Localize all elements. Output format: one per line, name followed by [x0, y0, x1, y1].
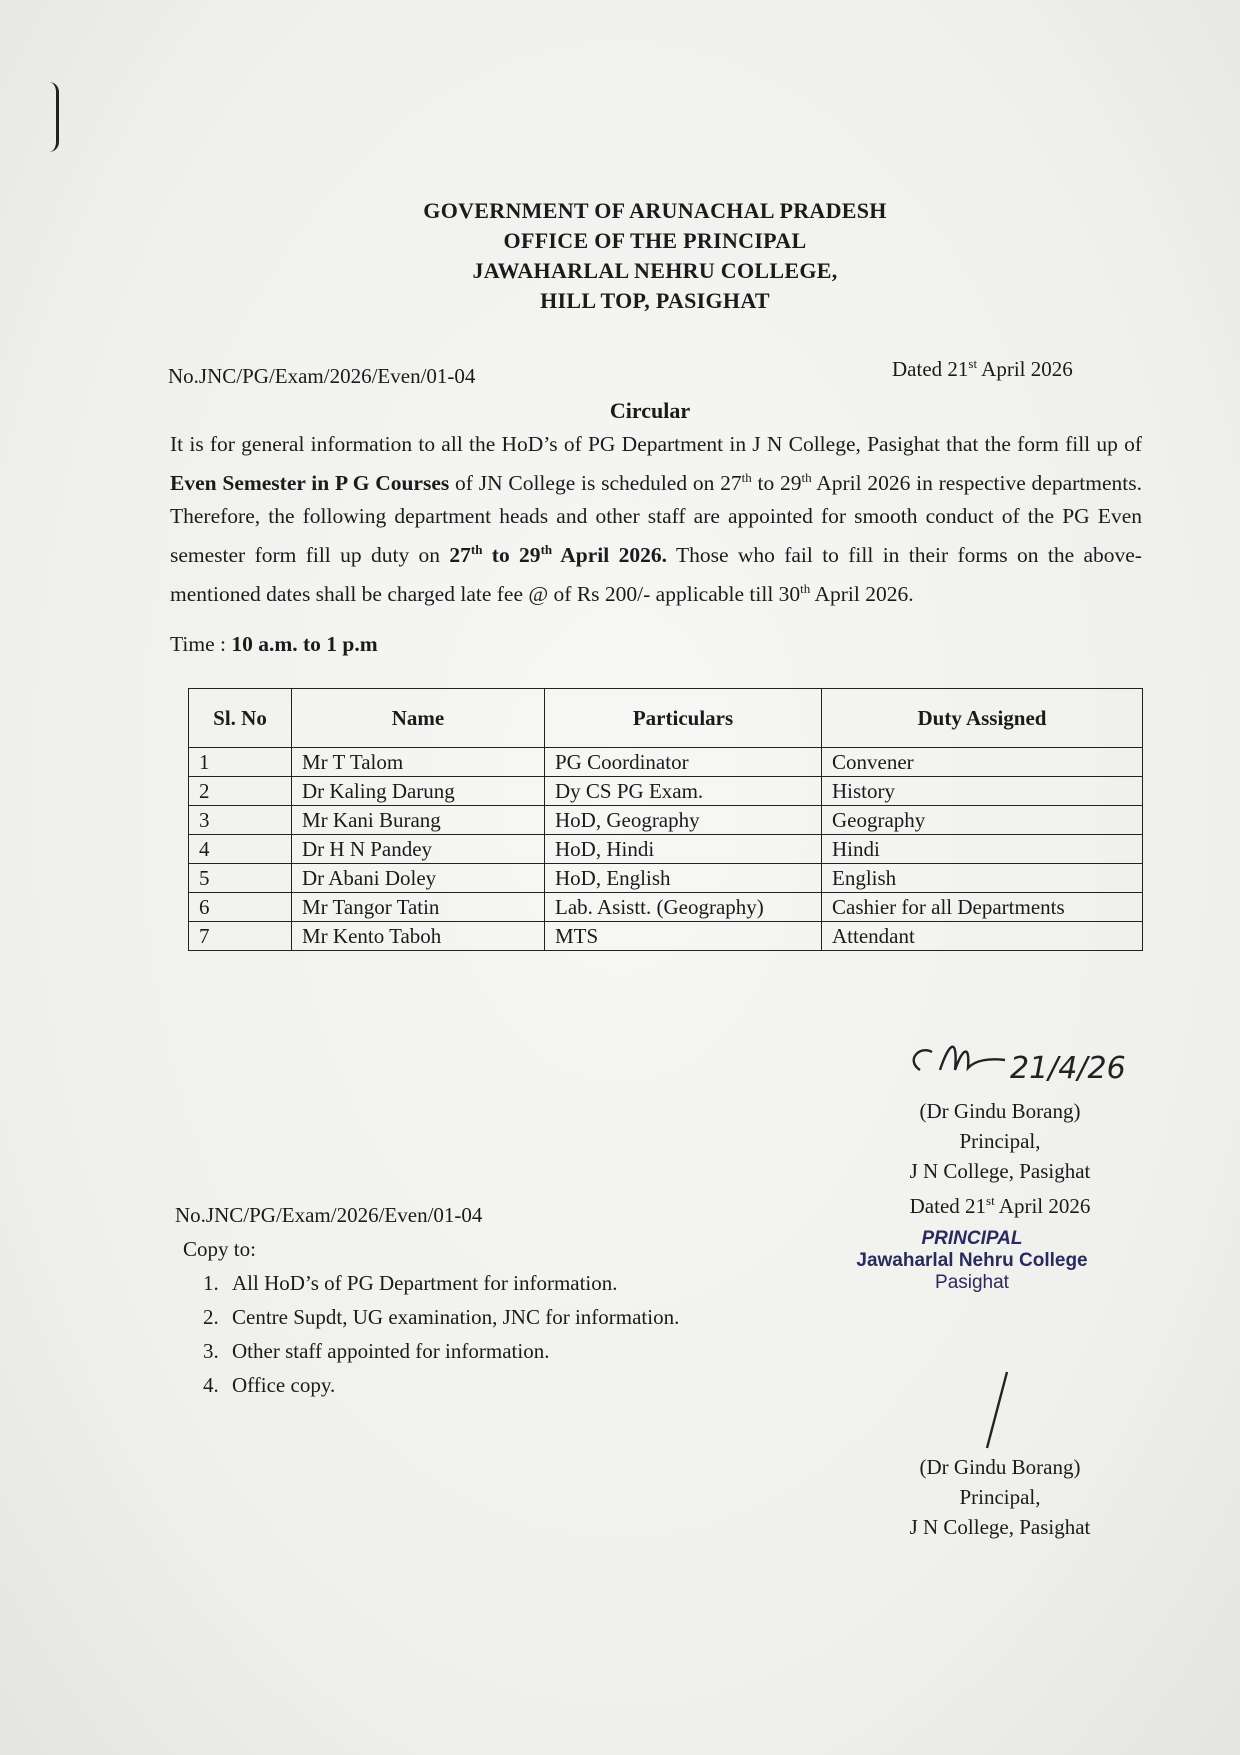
- copy-reference-number: No.JNC/PG/Exam/2026/Even/01-04: [175, 1203, 483, 1227]
- signatory-title: Principal,: [959, 1129, 1041, 1153]
- date-suffix-sup: st: [968, 356, 978, 371]
- list-item: 4. Office copy.: [224, 1368, 679, 1402]
- body-text-5: Those who fail to fill in their forms on the above-mentioned dates shall be charged late fee @ of Rs 200/- applicable till 30: [170, 543, 1142, 607]
- copy-to-label: Copy to:: [183, 1237, 256, 1261]
- signatory-date: [840, 1186, 1160, 1221]
- cell-particulars: HoD, Hindi: [545, 835, 822, 864]
- time-label: Time :: [170, 632, 232, 656]
- table-row: [189, 777, 1143, 806]
- body-text-6: April 2026.: [810, 582, 914, 607]
- sig-date-sup: st: [986, 1193, 995, 1208]
- header-particulars: Particulars: [545, 689, 822, 748]
- cell-name: Mr Tangor Tatin: [292, 893, 545, 922]
- time-value: 10 a.m. to 1 p.m: [231, 632, 378, 656]
- signatory-org: J N College, Pasighat: [909, 1515, 1091, 1539]
- cell-particulars: Dy CS PG Exam.: [545, 777, 822, 806]
- signatory-name: (Dr Gindu Borang): [919, 1099, 1081, 1123]
- cell-particulars: MTS: [545, 922, 822, 951]
- cell-particulars: HoD, Geography: [545, 806, 822, 835]
- time-line: [170, 632, 378, 657]
- bold-date-a: 27: [449, 543, 471, 568]
- handwritten-signature: [900, 1030, 1140, 1090]
- cell-particulars: HoD, English: [545, 864, 822, 893]
- cell-duty: Hindi: [822, 835, 1143, 864]
- cell-sl-no: 7: [189, 922, 292, 951]
- cell-name: Dr H N Pandey: [292, 835, 545, 864]
- cell-duty: Convener: [822, 748, 1143, 777]
- cell-particulars: PG Coordinator: [545, 748, 822, 777]
- cell-sl-no: 1: [189, 748, 292, 777]
- sig-date-prefix: Dated 21: [909, 1194, 987, 1218]
- letterhead: [0, 196, 1240, 316]
- cell-name: Mr Kento Taboh: [292, 922, 545, 951]
- signatory-title: Principal,: [959, 1485, 1041, 1509]
- edge-mark: [48, 82, 59, 152]
- body-text-2: of JN College is scheduled on 27: [449, 471, 742, 496]
- header-duty-assigned: Duty Assigned: [822, 689, 1143, 748]
- official-stamp: [842, 1228, 1102, 1294]
- table-row: [189, 835, 1143, 864]
- header-sl-no: Sl. No: [189, 689, 292, 748]
- copy-to-section: [175, 1198, 680, 1402]
- cell-duty: Cashier for all Departments: [822, 893, 1143, 922]
- cell-name: Mr T Talom: [292, 748, 545, 777]
- sup-4: th: [540, 542, 553, 558]
- duty-table: [188, 688, 1143, 951]
- cell-duty: History: [822, 777, 1143, 806]
- body-text-1: It is for general information to all the HoD’s of PG Department in J N College, Pasighat that the form fill up of: [170, 432, 1142, 456]
- list-item: 1. All HoD’s of PG Department for information.: [224, 1266, 679, 1300]
- sup-5: th: [800, 581, 811, 597]
- list-item: 2. Centre Supdt, UG examination, JNC for information.: [224, 1300, 679, 1334]
- table-row: [189, 748, 1143, 777]
- sup-1: th: [741, 470, 752, 485]
- stamp-line-1: PRINCIPAL: [921, 1228, 1023, 1249]
- body-text-4: April 2026 in respective departments. Therefore, the following department heads and other staff are appointed for smooth conduct of the PG Even semester form fill up duty on: [170, 471, 1142, 568]
- bold-date-b: to 29: [482, 543, 541, 568]
- header-name: Name: [292, 689, 545, 748]
- letterhead-line-2: OFFICE OF THE PRINCIPAL: [503, 228, 807, 253]
- signatory-org: J N College, Pasighat: [909, 1159, 1091, 1183]
- bold-date-c: April 2026.: [552, 543, 667, 568]
- cell-sl-no: 5: [189, 864, 292, 893]
- cell-duty: Geography: [822, 806, 1143, 835]
- circular-title: Circular: [609, 398, 691, 423]
- signatory-name: (Dr Gindu Borang): [919, 1455, 1081, 1479]
- sup-2: th: [801, 470, 812, 485]
- cell-sl-no: 3: [189, 806, 292, 835]
- body-bold-1: Even Semester in P G Courses: [170, 471, 450, 496]
- letterhead-line-4: HILL TOP, PASIGHAT: [540, 288, 770, 313]
- cell-sl-no: 6: [189, 893, 292, 922]
- sig-date-rest: April 2026: [994, 1194, 1091, 1218]
- reference-number: No.JNC/PG/Exam/2026/Even/01-04: [168, 364, 476, 388]
- cell-sl-no: 4: [189, 835, 292, 864]
- cell-name: Dr Abani Doley: [292, 864, 545, 893]
- circular-body: [170, 428, 1142, 611]
- cell-duty: Attendant: [822, 922, 1143, 951]
- cell-name: Dr Kaling Darung: [292, 777, 545, 806]
- date-line: [892, 356, 1073, 382]
- sup-3: th: [470, 542, 483, 558]
- body-text-3: to 29: [751, 471, 802, 496]
- copy-to-list: [188, 1266, 679, 1402]
- table-header-row: [189, 689, 1143, 748]
- table-row: [189, 922, 1143, 951]
- cell-duty: English: [822, 864, 1143, 893]
- table-row: [189, 806, 1143, 835]
- stamp-line-3: Pasighat: [935, 1272, 1009, 1293]
- table-row: [189, 864, 1143, 893]
- letterhead-line-3: JAWAHARLAL NEHRU COLLEGE,: [472, 258, 838, 283]
- list-item: 3. Other staff appointed for information.: [224, 1334, 679, 1368]
- table-row: [189, 893, 1143, 922]
- cell-name: Mr Kani Burang: [292, 806, 545, 835]
- stamp-line-2: Jawaharlal Nehru College: [856, 1250, 1088, 1271]
- signature-date: 21/4/26: [1010, 1051, 1126, 1086]
- letterhead-line-1: GOVERNMENT OF ARUNACHAL PRADESH: [423, 198, 887, 223]
- signature-block-2: [840, 1452, 1160, 1542]
- body-bold-dates: [449, 543, 667, 567]
- date-prefix: Dated 21: [892, 357, 969, 381]
- cell-particulars: Lab. Asistt. (Geography): [545, 893, 822, 922]
- cell-sl-no: 2: [189, 777, 292, 806]
- handwritten-stroke: [975, 1370, 1015, 1450]
- date-rest: April 2026: [977, 357, 1073, 381]
- signature-block-1: [840, 1096, 1160, 1221]
